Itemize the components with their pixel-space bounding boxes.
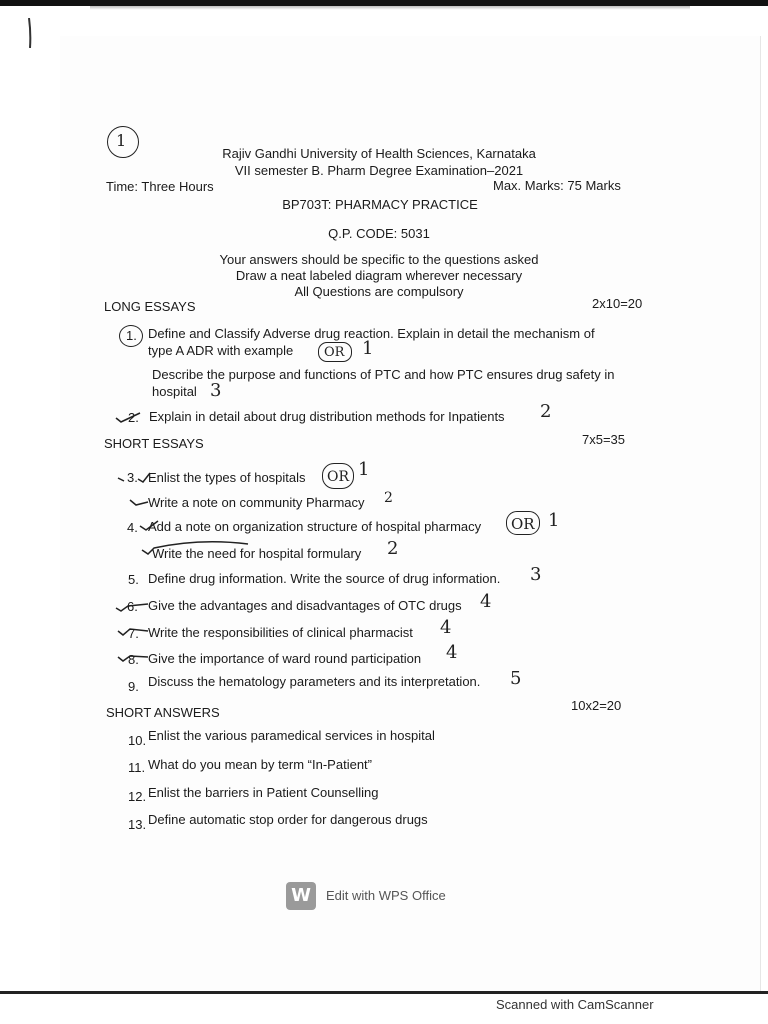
q9-number: 9. xyxy=(128,679,139,694)
q3-text: Enlist the types of hospitals xyxy=(148,470,306,485)
q5-text: Define drug information. Write the source of drug information. xyxy=(148,571,501,586)
exam-time: Time: Three Hours xyxy=(106,179,214,194)
q1-alt-mark: 3 xyxy=(210,380,222,401)
qp-code: Q.P. CODE: 5031 xyxy=(328,226,430,241)
left-pen-mark xyxy=(28,18,32,48)
section-long-essays: LONG ESSAYS xyxy=(104,299,196,314)
instruction-3: All Questions are compulsory xyxy=(294,284,464,299)
q1-alt-line2: hospital xyxy=(152,384,197,399)
q1-alt-line1: Describe the purpose and functions of PTC and how PTC ensures drug safety in xyxy=(152,367,615,382)
q13-number: 13. xyxy=(128,817,147,832)
q9-mark: 5 xyxy=(510,668,522,689)
short-essays-marks: 7x5=35 xyxy=(582,432,626,447)
subject-title: BP703T: PHARMACY PRACTICE xyxy=(282,197,478,212)
q12-text: Enlist the barriers in Patient Counselling xyxy=(148,785,379,800)
q4-number: 4. xyxy=(127,520,138,535)
q1-text-line1: Define and Classify Adverse drug reaction. Explain in detail the mechanism of xyxy=(148,326,595,341)
max-marks: Max. Marks: 75 Marks xyxy=(493,178,621,193)
section-short-answers: SHORT ANSWERS xyxy=(106,705,220,720)
q8-number: 8. xyxy=(128,652,139,667)
q6-number: 6. xyxy=(127,599,138,614)
q4-text: Add a note on organization structure of hospital pharmacy xyxy=(148,519,482,534)
q5-number: 5. xyxy=(128,572,139,587)
university-title: Rajiv Gandhi University of Health Sciences, Karnataka xyxy=(222,146,536,161)
q2-mark: 2 xyxy=(540,401,552,422)
q4-mark: 1 xyxy=(548,510,560,531)
q1-text-line2: type A ADR with example xyxy=(148,343,294,358)
q4-alt-mark: 2 xyxy=(387,538,399,559)
wps-logo-icon: W xyxy=(286,882,316,910)
q10-text: Enlist the various paramedical services in hospital xyxy=(148,728,435,743)
q3-mark: 1 xyxy=(358,459,370,480)
q3-alt-mark: 2 xyxy=(384,490,393,506)
q11-number: 11. xyxy=(128,760,146,775)
section-short-essays: SHORT ESSAYS xyxy=(104,436,204,451)
q4-alt-text: Write the need for hospital formulary xyxy=(152,546,362,561)
q2-text: Explain in detail about drug distribution methods for Inpatients xyxy=(149,409,505,424)
q3-alt-text: Write a note on community Pharmacy xyxy=(148,495,365,510)
short-answers-marks: 10x2=20 xyxy=(571,698,622,713)
q6-text: Give the advantages and disadvantages of OTC drugs xyxy=(148,598,462,613)
q9-text: Discuss the hematology parameters and its interpretation. xyxy=(148,674,481,689)
q3-number: 3. xyxy=(127,470,138,485)
instruction-1: Your answers should be specific to the questions asked xyxy=(219,252,539,267)
page-number-handwritten: 1 xyxy=(116,131,127,150)
scan-top-shadow xyxy=(90,6,690,10)
q13-text: Define automatic stop order for dangerous drugs xyxy=(148,812,428,827)
q6-mark: 4 xyxy=(480,591,492,612)
q7-mark: 4 xyxy=(440,617,452,638)
q10-number: 10. xyxy=(128,733,147,748)
q1-mark: 1 xyxy=(362,338,374,359)
q7-text: Write the responsibilities of clinical pharmacist xyxy=(148,625,413,640)
q5-mark: 3 xyxy=(530,564,542,585)
long-essays-marks: 2x10=20 xyxy=(592,296,643,311)
q8-mark: 4 xyxy=(446,642,458,663)
q12-number: 12. xyxy=(128,789,147,804)
q3-alt-tick-mark xyxy=(128,496,150,508)
scan-bottom-edge xyxy=(0,991,768,994)
q8-text: Give the importance of ward round participation xyxy=(148,651,422,666)
wps-edit-link[interactable]: Edit with WPS Office xyxy=(326,888,446,903)
q7-number: 7. xyxy=(128,626,139,641)
exam-title: VII semester B. Pharm Degree Examination–2021 xyxy=(234,163,524,178)
q2-number: 2. xyxy=(128,410,139,425)
q1-number: 1. xyxy=(126,328,137,343)
q11-text: What do you mean by term “In-Patient” xyxy=(148,757,372,772)
q4-or: OR xyxy=(511,515,535,533)
instruction-2: Draw a neat labeled diagram wherever necessary xyxy=(235,268,523,283)
q1-or: OR xyxy=(324,345,345,360)
camscanner-watermark: Scanned with CamScanner xyxy=(496,997,654,1012)
q3-or: OR xyxy=(327,469,350,485)
